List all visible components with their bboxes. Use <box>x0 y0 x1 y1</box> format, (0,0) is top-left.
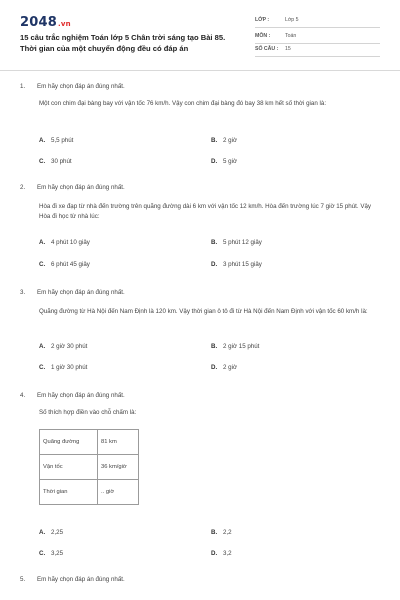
option-letter: A. <box>39 343 46 350</box>
option-letter: A. <box>39 137 46 144</box>
question-instruction <box>20 184 125 191</box>
meta-value: 15 <box>285 46 291 52</box>
option-text: 2,25 <box>51 529 64 536</box>
option-letter: A. <box>39 239 46 246</box>
question-number: 3. <box>20 289 26 296</box>
option-letter: C. <box>39 550 46 557</box>
option-letter: B. <box>211 239 218 246</box>
question-number: 5. <box>20 576 26 583</box>
question-instruction <box>20 289 125 296</box>
option-text: 2 giờ 15 phút <box>223 343 260 350</box>
option-d[interactable] <box>211 261 262 268</box>
option-c[interactable] <box>39 550 63 557</box>
option-text: 6 phút 45 giây <box>51 261 90 268</box>
site-logo[interactable] <box>20 15 71 30</box>
option-text: 4 phút 10 giây <box>51 239 90 246</box>
data-table <box>39 429 139 505</box>
option-d[interactable] <box>211 364 237 371</box>
instruction-text: Em hãy chọn đáp án đúng nhất. <box>37 289 125 296</box>
instruction-text: Em hãy chọn đáp án đúng nhất. <box>37 184 125 191</box>
option-letter: B. <box>211 343 218 350</box>
table-row <box>40 455 139 480</box>
table-cell: 81 km <box>98 430 139 455</box>
logo-text: 2048 <box>20 15 57 30</box>
header-divider <box>0 70 400 71</box>
option-text: 2 giờ <box>223 364 238 371</box>
instruction-text: Em hãy chọn đáp án đúng nhất. <box>37 576 125 583</box>
option-letter: C. <box>39 364 46 371</box>
meta-value: Lớp 5 <box>285 17 299 23</box>
option-text: 2,2 <box>223 529 232 536</box>
table-cell: 36 km/giờ <box>98 455 139 480</box>
table-cell: Thời gian <box>40 480 98 505</box>
option-a[interactable] <box>39 137 73 144</box>
option-b[interactable] <box>211 137 237 144</box>
option-letter: C. <box>39 261 46 268</box>
option-text: 3,25 <box>51 550 64 557</box>
option-d[interactable] <box>211 158 237 165</box>
option-text: 1 giờ 30 phút <box>51 364 88 371</box>
option-b[interactable] <box>211 239 262 246</box>
option-a[interactable] <box>39 343 87 350</box>
question-instruction <box>20 392 125 399</box>
option-letter: C. <box>39 158 46 165</box>
option-letter: D. <box>211 364 218 371</box>
question-number: 2. <box>20 184 26 191</box>
option-text: 5,5 phút <box>51 137 74 144</box>
question-text: Số thích hợp điền vào chỗ chấm là: <box>39 409 137 416</box>
option-c[interactable] <box>39 364 87 371</box>
instruction-text: Em hãy chọn đáp án đúng nhất. <box>37 392 125 399</box>
option-text: 5 phút 12 giây <box>223 239 262 246</box>
question-instruction <box>20 83 125 90</box>
option-text: 2 giờ <box>223 137 238 144</box>
option-b[interactable] <box>211 529 232 536</box>
meta-label: MÔN : <box>255 33 271 39</box>
option-letter: D. <box>211 550 218 557</box>
table-cell: .. giờ <box>98 480 139 505</box>
table-row <box>40 480 139 505</box>
table-cell: Vận tốc <box>40 455 98 480</box>
table-cell: Quãng đường <box>40 430 98 455</box>
option-text: 30 phút <box>51 158 72 165</box>
meta-row-count <box>255 43 380 57</box>
meta-value: Toán <box>285 33 297 39</box>
document-header <box>0 0 400 70</box>
option-a[interactable] <box>39 239 90 246</box>
question-text: Một con chim đại bàng bay với vận tốc 76 km/h. Vậy con chim đại bàng đó bay 38 km hết số thời gian là: <box>39 100 327 107</box>
logo-suffix: .vn <box>57 20 71 28</box>
meta-row-grade <box>255 14 380 28</box>
option-text: 3,2 <box>223 550 232 557</box>
meta-label: LỚP : <box>255 17 270 23</box>
option-d[interactable] <box>211 550 232 557</box>
question-text: Quãng đường từ Hà Nội đến Nam Định là 120 km. Vậy thời gian ô tô đi từ Hà Nội đến Nam Định với vận tốc 60 km/h là: <box>39 308 368 315</box>
option-c[interactable] <box>39 261 90 268</box>
option-letter: D. <box>211 261 218 268</box>
meta-label: SỐ CÂU : <box>255 46 279 52</box>
option-letter: B. <box>211 137 218 144</box>
option-text: 5 giờ <box>223 158 238 165</box>
option-letter: D. <box>211 158 218 165</box>
option-b[interactable] <box>211 343 259 350</box>
question-text: Hòa đi xe đạp từ nhà đến trường trên quãng đường dài 6 km với vận tốc 12 km/h. Hòa đến trường lúc 7 giờ 15 phút. Vậy Hòa đi học từ nhà lúc: <box>39 203 371 220</box>
table-row <box>40 430 139 455</box>
option-letter: A. <box>39 529 46 536</box>
option-a[interactable] <box>39 529 63 536</box>
option-c[interactable] <box>39 158 72 165</box>
page-title: 15 câu trắc nghiệm Toán lớp 5 Chân trời sáng tạo Bài 85. Thời gian của một chuyển động đều có đáp án <box>20 33 226 53</box>
question-number: 4. <box>20 392 26 399</box>
option-letter: B. <box>211 529 218 536</box>
question-number: 1. <box>20 83 26 90</box>
instruction-text: Em hãy chọn đáp án đúng nhất. <box>37 83 125 90</box>
question-instruction <box>20 576 125 583</box>
option-text: 3 phút 15 giây <box>223 261 262 268</box>
option-text: 2 giờ 30 phút <box>51 343 88 350</box>
meta-row-subject <box>255 30 380 44</box>
